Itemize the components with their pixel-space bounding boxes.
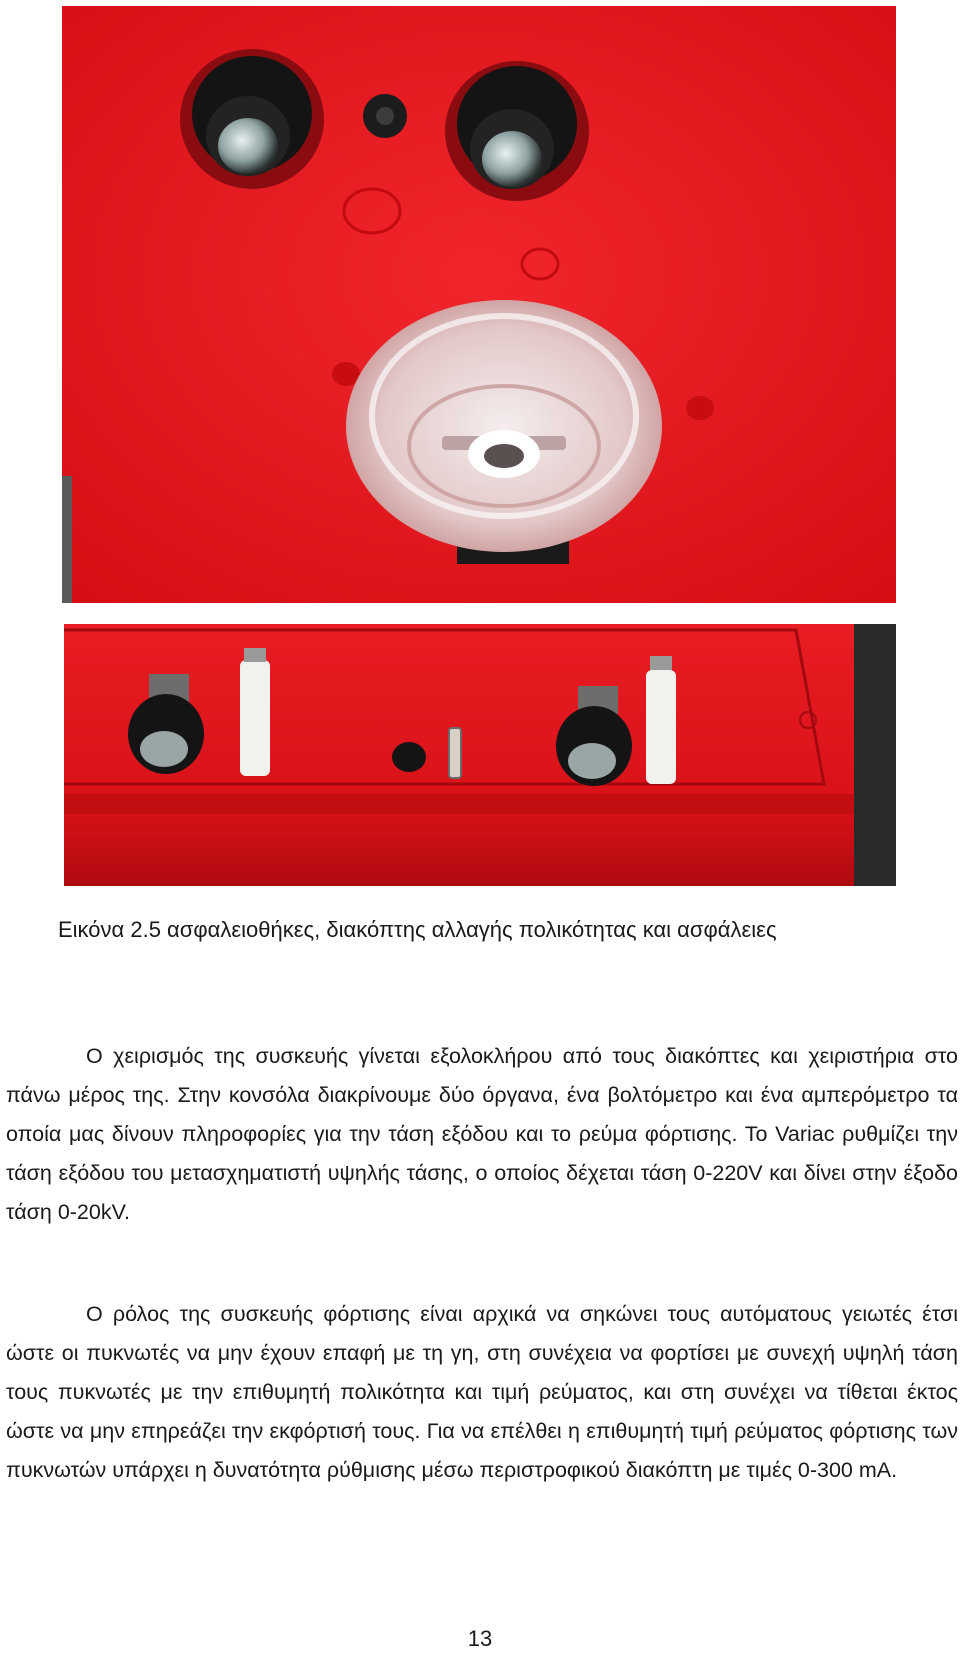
polarity-switch <box>392 742 426 772</box>
fuse-holder-left <box>180 49 324 189</box>
page-number: 13 <box>467 1626 493 1651</box>
glass-fuse <box>449 728 461 778</box>
body-paragraph-2: Ο ρόλος της συσκευής φόρτισης είναι αρχικά να σηκώνει τους αυτόματους γειωτές έτσι ώστε οι πυκνωτές να μην έχουν επαφή με τη γη, στη συνέχεια να φορτίσει με συνεχή υψηλή τάση τους πυκνωτές με την επιθυμητή πολικότητα και τιμή ρεύματος, και στη συνέχει να τίθεται έκτος ώστε να μην επηρεάζει την εκφόρτισή τους. Για να επέλθει η επιθυμητή τιμή ρεύματος φόρτισης των πυκνωτών υπάρχει η δυνατότητα ρύθμισης μέσω περιστροφικού διακόπτη με τιμές 0-300 mA. <box>6 1302 958 1482</box>
figure-caption: Εικόνα 2.5 ασφαλειοθήκες, διακόπτης αλλαγής πολικότητας και ασφάλειες <box>58 917 777 942</box>
cartridge-fuse-left <box>240 660 270 776</box>
cartridge-fuse-right <box>646 670 676 784</box>
fuse-holder-right <box>445 61 589 201</box>
photo-fuses-row <box>64 624 896 886</box>
body-paragraph-1: Ο χειρισμός της συσκευής γίνεται εξολοκλήρου από τους διακόπτες και χειριστήρια στο πάνω μέρος της. Στην κονσόλα διακρίνουμε δύο όργανα, ένα βολτόμετρο και ένα αμπερόμετρο τα οποία μας δίνουν πληροφορίες για την τάση εξόδου και το ρεύμα φόρτισης. Το Variac ρυθμίζει την τάση εξόδου του μετασχηματιστή υψηλής τάσης, ο οποίος δέχεται τάση 0-220V και δίνει στην έξοδο τάση 0-20kV. <box>6 1044 958 1224</box>
photo-fuse-holders-knob <box>62 6 896 603</box>
